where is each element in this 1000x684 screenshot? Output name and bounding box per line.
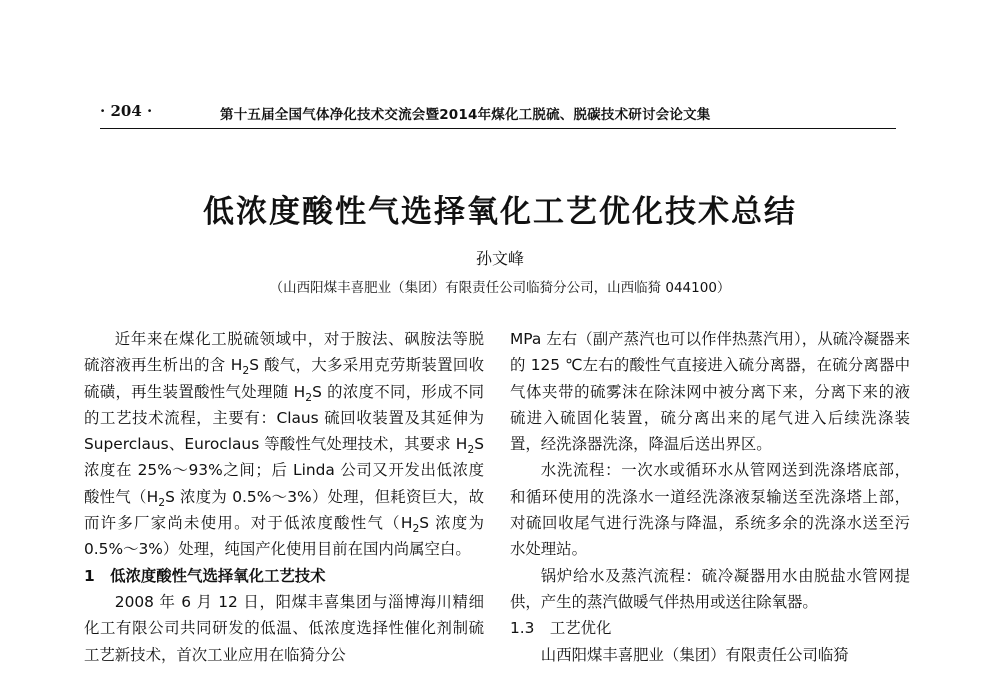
paragraph: 2008 年 6 月 12 日，阳煤丰喜集团与淄博海川精细化工有限公司共同研发的低温、低浓度选择性催化剂制硫工艺新技术，首次工业应用在临猗分公	[84, 592, 484, 664]
author: 孙文峰	[475, 249, 524, 268]
section-heading: 1 低浓度酸性气选择氧化工艺技术	[84, 566, 326, 585]
paragraph: 锅炉给水及蒸汽流程：硫冷凝器用水由脱盐水管网提供，产生的蒸汽做暖气伴热用或送往除氧器。	[510, 566, 910, 611]
paper-title: 低浓度酸性气选择氧化工艺优化技术总结	[203, 194, 797, 230]
paragraph: 山西阳煤丰喜肥业（集团）有限责任公司临猗	[540, 645, 849, 664]
affiliation: （山西阳煤丰喜肥业（集团）有限责任公司临猗分公司，山西临猗 044100）	[269, 280, 731, 296]
subsection-heading: 1.3 工艺优化	[510, 619, 612, 638]
running-head: 第十五届全国气体净化技术交流会暨2014年煤化工脱硫、脱碳技术研讨会论文集	[220, 107, 711, 123]
page-header	[100, 102, 896, 129]
paragraph: 近年来在煤化工脱硫领域中，对于胺法、砜胺法等脱硫溶液再生析出的含 $H_2S$ 酸气，大多采用克劳斯装置回收硫磺，再生装置酸性气处理随 $H_2S$ 的浓度不同，形成不同的工艺技术流程，主要有：Claus 硫回收装置及其延伸为 Superclaus、Euroclaus 等酸性气处理技术，其要求 $H_2S$ 浓度在 25%～93%之间；后 Linda 公司又开发出低浓度酸性气（$H_2S$ 浓度为 0.5%～3%）处理，但耗资巨大，故而许多厂家尚未使用。对于低浓度酸性气（$H_2S$ 浓度为 0.5%～3%）处理，纯国产化使用目前在国内尚属空白。	[84, 330, 485, 559]
paragraph: 水洗流程：一次水或循环水从管网送到洗涤塔底部，和循环使用的洗涤水一道经洗涤液泵输送至洗涤塔上部，对硫回收尾气进行洗涤与降温，系统多余的洗涤水送至污水处理站。	[510, 461, 910, 559]
paragraph: MPa 左右（副产蒸汽也可以作伴热蒸汽用），从硫冷凝器来的 125 ℃左右的酸性气直接进入硫分离器，在硫分离器中气体夹带的硫雾沫在除沫网中被分离下来，分离下来的液硫进入硫固化装置，硫分离出来的尾气进入后续洗涤装置，经洗涤器洗涤，降温后送出界区。	[510, 330, 910, 454]
right-column	[510, 326, 910, 668]
page-number: · 204 ·	[100, 102, 153, 120]
left-column	[84, 326, 484, 668]
